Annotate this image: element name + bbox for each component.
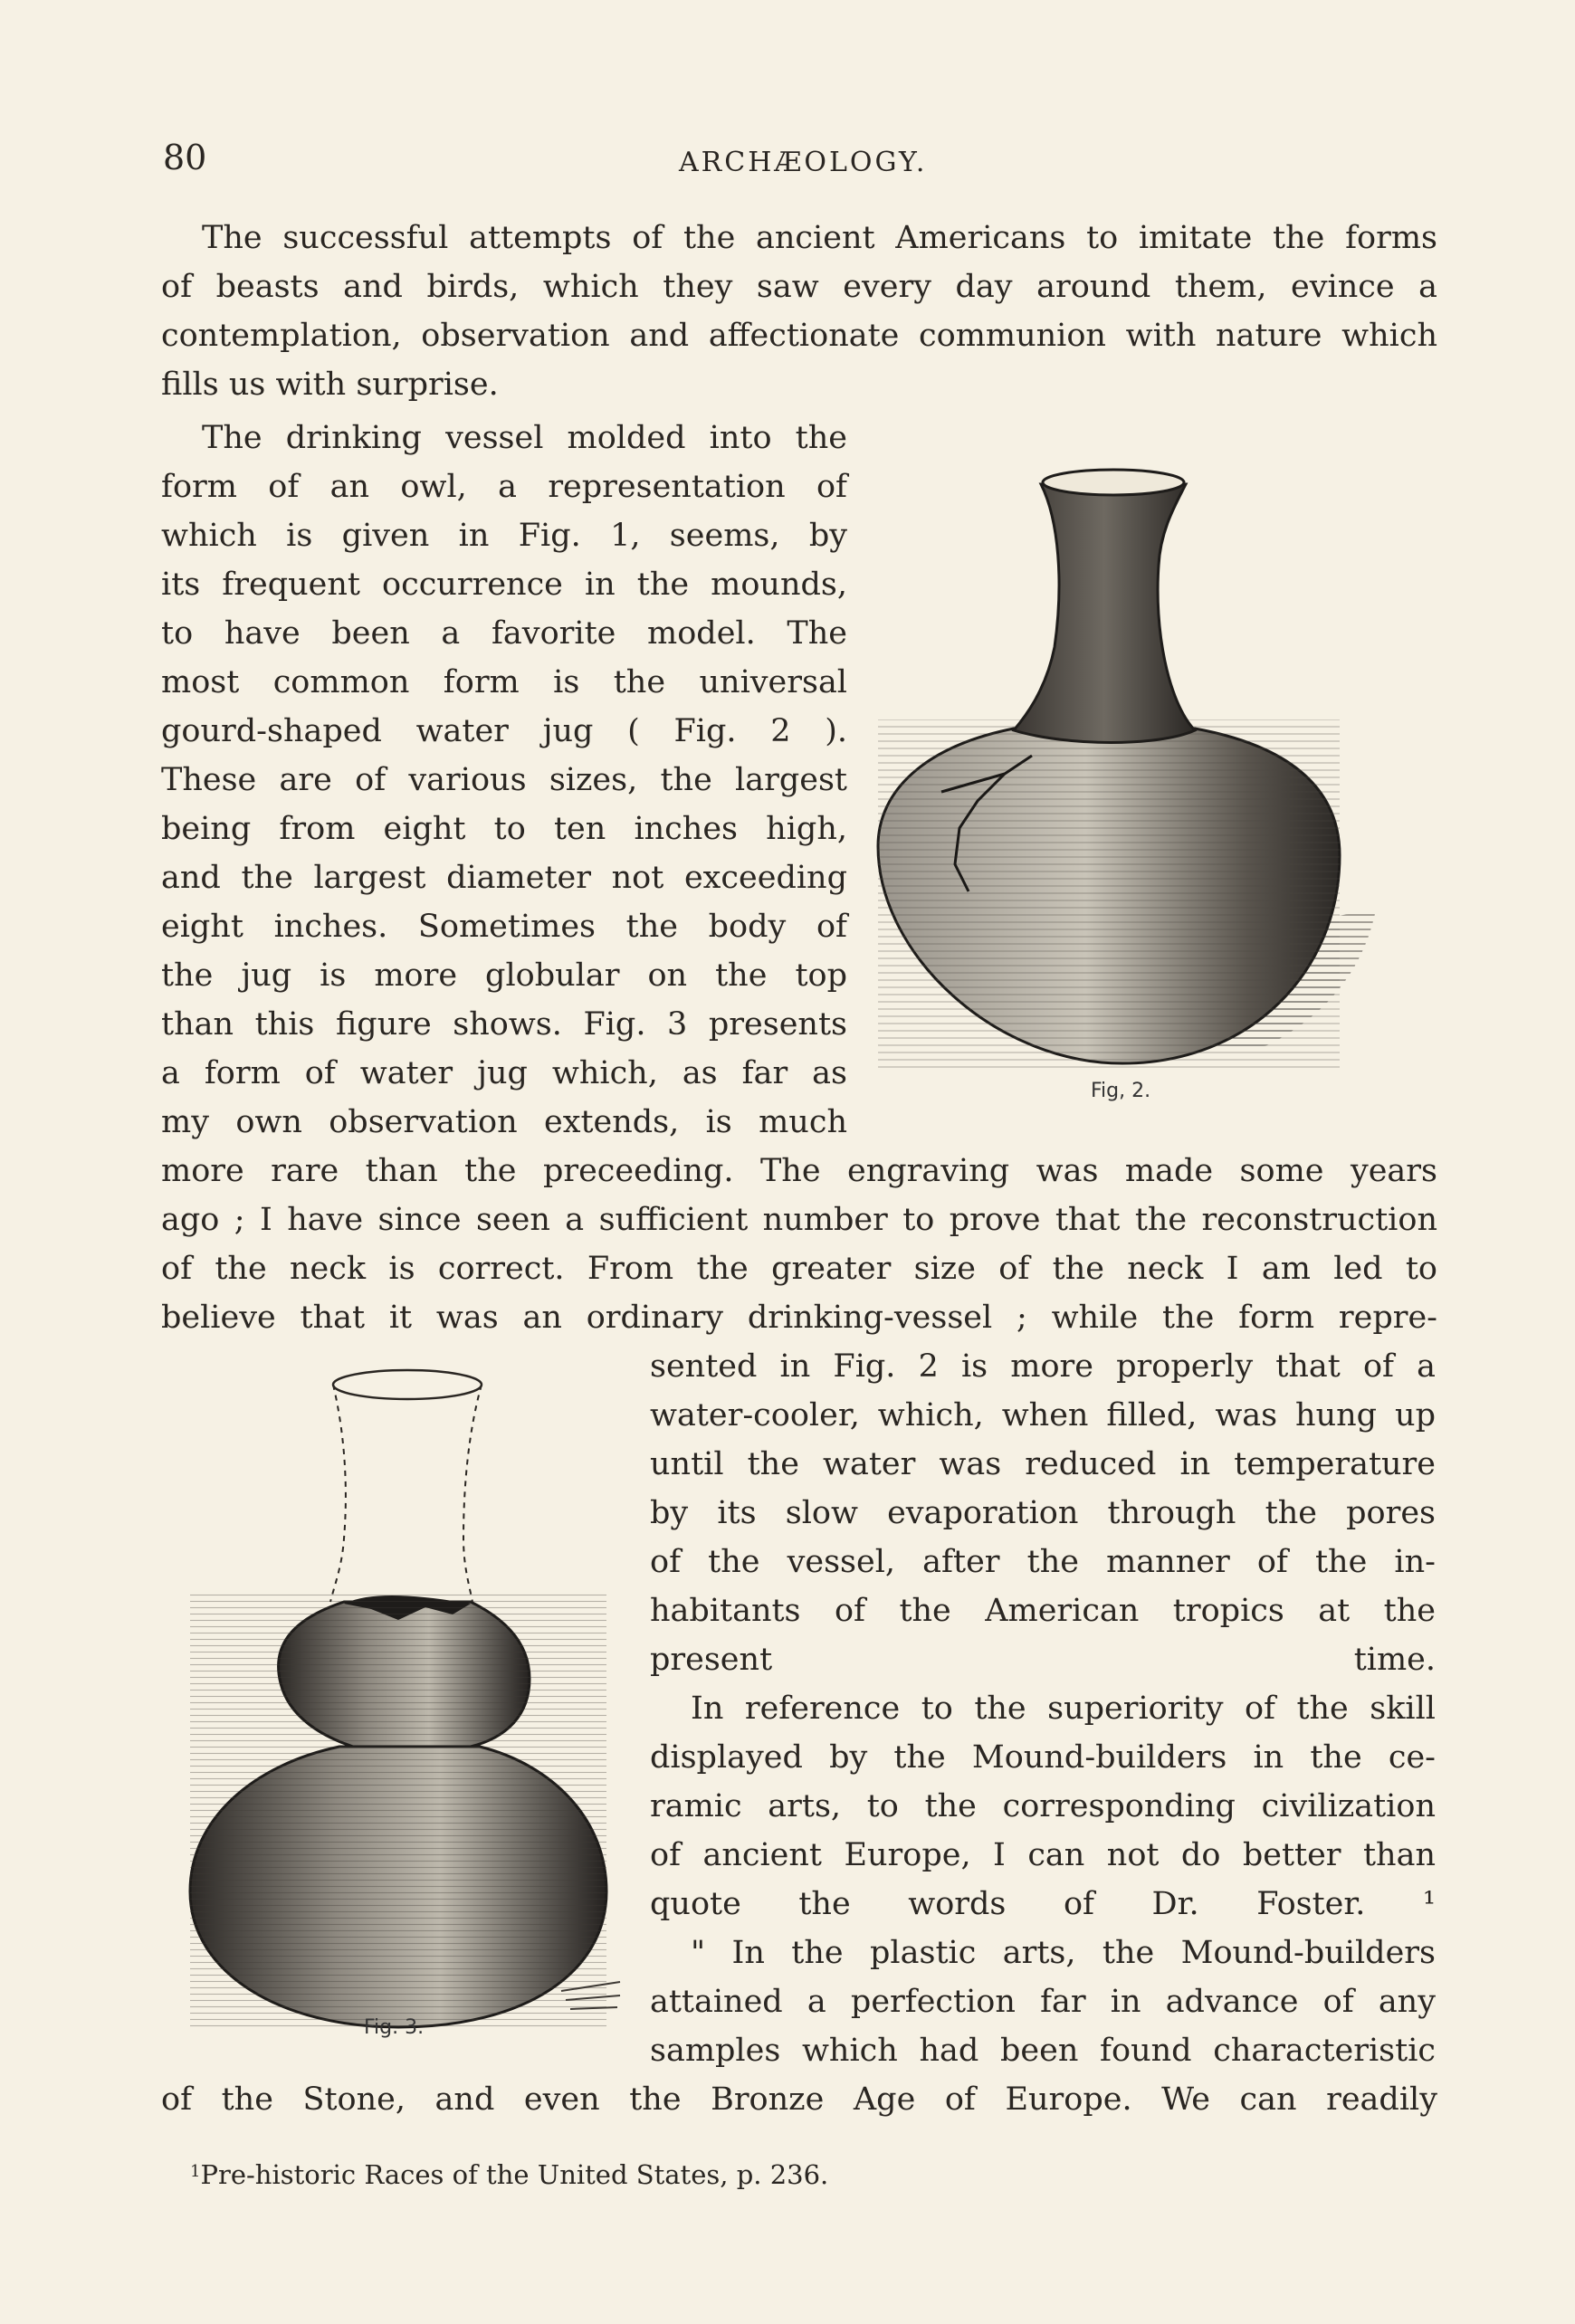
text-line: of the Stone, and even the Bronze Age of Europe. We can readily: [161, 2081, 1437, 2118]
text-line: gourd-shaped water jug ( Fig. 2 ).: [161, 713, 847, 749]
text-line: contemplation, observation and affectionate communion with nature which: [161, 318, 1437, 354]
text-line: most common form is the universal: [161, 664, 847, 700]
text-line: samples which had been found characteristic: [650, 2033, 1436, 2069]
text-line: The successful attempts of the ancient Americans to imitate the forms: [202, 220, 1437, 256]
fig2-caption: Fig, 2.: [1091, 1080, 1151, 1102]
fig2-gourd-jug-illustration: [869, 448, 1412, 1118]
text-line: the jug is more globular on the top: [161, 957, 847, 994]
fig3-double-gourd-jug-illustration: [181, 1357, 634, 2036]
text-line: of ancient Europe, I can not do better than: [650, 1837, 1436, 1873]
footnote-marker: 1: [190, 2162, 201, 2181]
text-line: eight inches. Sometimes the body of: [161, 909, 847, 945]
text-line: of the vessel, after the manner of the in-: [650, 1544, 1436, 1580]
footnote-text: Pre-historic Races of the United States, p. 236.: [200, 2159, 829, 2190]
text-line: fills us with surprise.: [161, 367, 499, 403]
text-line: In reference to the superiority of the skill: [691, 1691, 1436, 1727]
text-line: its frequent occurrence in the mounds,: [161, 567, 847, 603]
fig3-caption: Fig. 3.: [364, 2016, 425, 2039]
text-line: " In the plastic arts, the Mound-builders: [691, 1935, 1436, 1971]
text-line: habitants of the American tropics at the: [650, 1593, 1436, 1629]
text-line: ago ; I have since seen a sufficient number to prove that the reconstruction: [161, 1202, 1437, 1238]
text-line: being from eight to ten inches high,: [161, 811, 847, 847]
text-line: which is given in Fig. 1, seems, by: [161, 518, 847, 554]
text-line: quote the words of Dr. Foster. ¹: [650, 1886, 1436, 1922]
text-line: attained a perfection far in advance of any: [650, 1984, 1436, 2020]
text-line: believe that it was an ordinary drinking-vessel ; while the form repre-: [161, 1300, 1437, 1336]
text-line: ramic arts, to the corresponding civilization: [650, 1788, 1436, 1824]
text-line: to have been a favorite model. The: [161, 615, 847, 652]
text-line: until the water was reduced in temperature: [650, 1446, 1436, 1482]
text-line: a form of water jug which, as far as: [161, 1055, 847, 1091]
footnote: [190, 2159, 828, 2190]
text-line: water-cooler, which, when filled, was hung up: [650, 1397, 1436, 1433]
text-line: These are of various sizes, the largest: [161, 762, 847, 798]
text-line: sented in Fig. 2 is more properly that of a: [650, 1348, 1436, 1385]
text-line: and the largest diameter not exceeding: [161, 860, 847, 896]
text-line: than this figure shows. Fig. 3 presents: [161, 1006, 847, 1043]
text-line: my own observation extends, is much: [161, 1104, 847, 1140]
running-head: ARCHÆOLOGY.: [679, 147, 928, 178]
text-line: of the neck is correct. From the greater size of the neck I am led to: [161, 1251, 1437, 1287]
text-line: displayed by the Mound-builders in the ce-: [650, 1739, 1436, 1776]
text-line: form of an owl, a representation of: [161, 469, 847, 505]
text-line: more rare than the preceeding. The engraving was made some years: [161, 1153, 1437, 1189]
text-line: of beasts and birds, which they saw every day around them, evince a: [161, 269, 1437, 305]
text-line: present time.: [650, 1642, 1436, 1678]
page-number: 80: [163, 138, 207, 177]
text-line: The drinking vessel molded into the: [202, 420, 847, 456]
text-line: by its slow evaporation through the pores: [650, 1495, 1436, 1531]
